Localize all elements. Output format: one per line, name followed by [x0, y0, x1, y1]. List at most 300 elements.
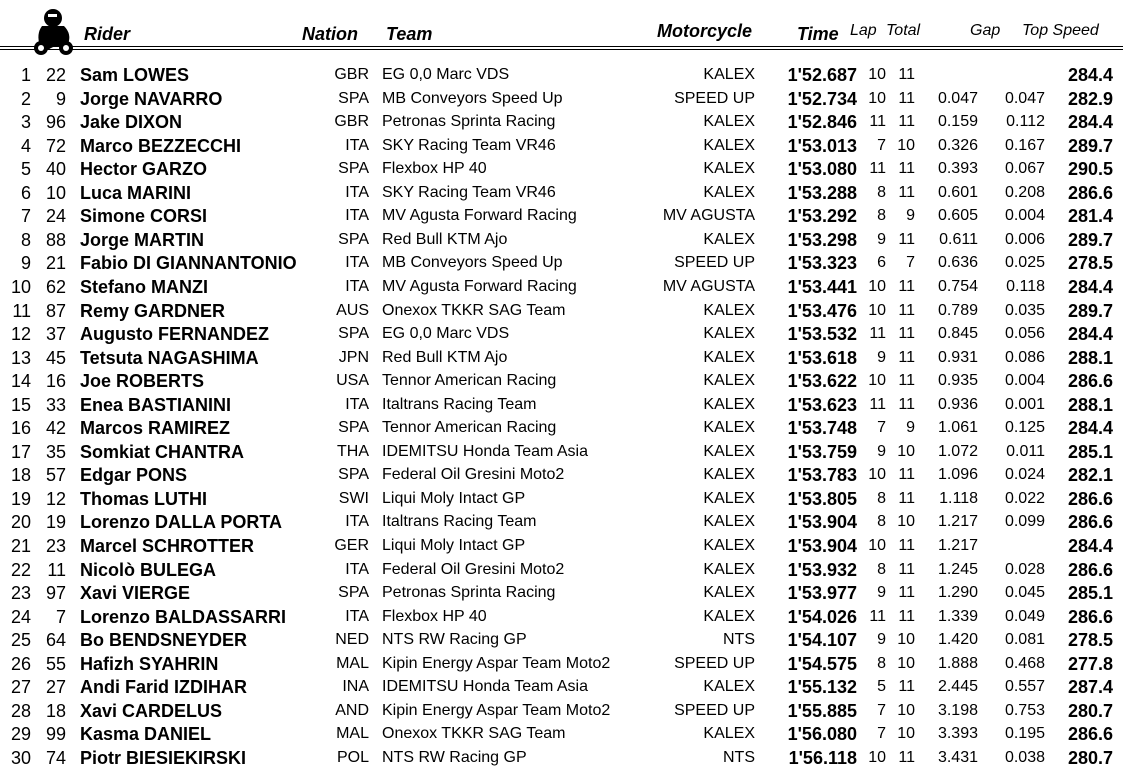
motorcycle: NTS — [723, 749, 755, 766]
best-lap: 11 — [869, 113, 886, 130]
best-lap: 11 — [869, 160, 886, 177]
best-lap: 7 — [877, 702, 886, 719]
position: 10 — [10, 277, 31, 297]
motorcycle: KALEX — [703, 584, 755, 601]
rider-number: 27 — [45, 677, 66, 697]
rider-number: 88 — [45, 230, 66, 250]
gap-to-previous: 0.004 — [1004, 207, 1045, 224]
rider-name: Sam LOWES — [80, 65, 190, 85]
rider-name: Marcos RAMIREZ — [80, 418, 231, 438]
gap-to-first: 0.754 — [937, 278, 978, 295]
rider-name: Marcel SCHROTTER — [80, 536, 255, 556]
total-laps: 7 — [906, 254, 915, 271]
header-team: Team — [386, 24, 433, 44]
nation: ITA — [345, 608, 369, 625]
table-row — [0, 63, 1123, 87]
position: 12 — [10, 324, 31, 344]
gap-to-previous: 0.086 — [1004, 349, 1045, 366]
best-lap: 8 — [877, 207, 886, 224]
gap-to-first: 0.393 — [937, 160, 978, 177]
gap-to-first: 0.605 — [937, 207, 978, 224]
best-lap: 8 — [877, 655, 886, 672]
top-speed: 286.6 — [1067, 183, 1113, 203]
nation: USA — [336, 372, 369, 389]
total-laps: 11 — [898, 537, 915, 554]
top-speed: 286.6 — [1067, 512, 1113, 532]
rider-name: Jake DIXON — [80, 112, 183, 132]
motorcycle: SPEED UP — [674, 254, 755, 271]
gap-to-first: 0.789 — [937, 302, 978, 319]
lap-time: 1'54.026 — [787, 607, 857, 627]
best-lap: 10 — [868, 749, 886, 766]
gap-to-first: 1.420 — [937, 631, 978, 648]
gap-to-first: 0.636 — [937, 254, 978, 271]
table-row — [0, 675, 1123, 699]
position: 17 — [10, 442, 31, 462]
motorcycle: SPEED UP — [674, 655, 755, 672]
gap-to-first: 1.290 — [937, 584, 978, 601]
top-speed: 284.4 — [1067, 324, 1113, 344]
nation: SPA — [338, 90, 369, 107]
top-speed: 285.1 — [1067, 442, 1113, 462]
rider-name: Edgar PONS — [80, 465, 188, 485]
total-laps: 11 — [898, 184, 915, 201]
total-laps: 10 — [897, 702, 915, 719]
lap-time: 1'53.622 — [787, 371, 857, 391]
lap-time: 1'55.885 — [787, 701, 857, 721]
motorcycle: KALEX — [703, 302, 755, 319]
gap-to-first: 1.217 — [937, 513, 978, 530]
position: 24 — [10, 607, 31, 627]
lap-time: 1'53.932 — [787, 560, 857, 580]
top-speed: 289.7 — [1067, 136, 1113, 156]
position: 14 — [10, 371, 31, 391]
total-laps: 11 — [898, 278, 915, 295]
team-name: MB Conveyors Speed Up — [382, 90, 563, 107]
gap-to-previous: 0.024 — [1004, 466, 1045, 483]
best-lap: 8 — [877, 513, 886, 530]
top-speed: 289.7 — [1067, 230, 1113, 250]
top-speed: 281.4 — [1067, 206, 1113, 226]
nation: POL — [336, 749, 369, 766]
table-row — [0, 581, 1123, 605]
gap-to-first: 1.339 — [937, 608, 978, 625]
top-speed: 278.5 — [1067, 630, 1113, 650]
gap-to-first: 0.611 — [939, 231, 978, 248]
team-name: IDEMITSU Honda Team Asia — [382, 678, 589, 695]
nation: ITA — [345, 254, 369, 271]
total-laps: 11 — [898, 325, 915, 342]
best-lap: 7 — [877, 725, 886, 742]
nation: SPA — [338, 419, 369, 436]
team-name: Federal Oil Gresini Moto2 — [382, 466, 565, 483]
total-laps: 10 — [897, 443, 915, 460]
top-speed: 288.1 — [1067, 348, 1113, 368]
total-laps: 11 — [898, 608, 915, 625]
position: 26 — [10, 654, 31, 674]
position: 11 — [12, 301, 31, 321]
table-row — [0, 251, 1123, 275]
gap-to-first: 1.096 — [937, 466, 978, 483]
gap-to-previous: 0.001 — [1004, 396, 1045, 413]
top-speed: 290.5 — [1067, 159, 1113, 179]
rider-number: 62 — [45, 277, 66, 297]
team-name: SKY Racing Team VR46 — [382, 137, 556, 154]
rider-number: 64 — [45, 630, 66, 650]
team-name: Liqui Moly Intact GP — [382, 490, 526, 507]
table-row — [0, 510, 1123, 534]
position: 8 — [20, 230, 31, 250]
best-lap: 9 — [877, 349, 886, 366]
nation: SPA — [338, 231, 369, 248]
rider-name: Hafizh SYAHRIN — [80, 654, 219, 674]
motorcycle: KALEX — [703, 66, 755, 83]
best-lap: 10 — [868, 90, 886, 107]
motorcycle: SPEED UP — [674, 90, 755, 107]
top-speed: 284.4 — [1067, 536, 1113, 556]
best-lap: 9 — [877, 443, 886, 460]
rider-name: Thomas LUTHI — [80, 489, 208, 509]
rider-number: 37 — [45, 324, 66, 344]
nation: ITA — [345, 278, 369, 295]
motorcycle: KALEX — [703, 419, 755, 436]
header-rule — [0, 49, 1123, 50]
lap-time: 1'53.441 — [787, 277, 857, 297]
gap-to-previous: 0.035 — [1004, 302, 1045, 319]
gap-to-previous: 0.195 — [1004, 725, 1045, 742]
rider-name: Stefano MANZI — [80, 277, 208, 297]
rider-number: 35 — [45, 442, 66, 462]
nation: AUS — [336, 302, 369, 319]
header-lap: Lap — [850, 22, 877, 39]
header-gap: Gap — [970, 22, 1001, 39]
position: 7 — [20, 206, 31, 226]
gap-to-previous: 0.028 — [1004, 561, 1045, 578]
gap-to-first: 0.326 — [937, 137, 978, 154]
nation: ITA — [345, 184, 369, 201]
table-row — [0, 652, 1123, 676]
nation: SWI — [338, 490, 369, 507]
top-speed: 284.4 — [1067, 65, 1113, 85]
best-lap: 10 — [868, 278, 886, 295]
gap-to-previous: 0.557 — [1004, 678, 1045, 695]
total-laps: 11 — [898, 466, 915, 483]
lap-time: 1'53.288 — [787, 183, 857, 203]
top-speed: 286.6 — [1067, 560, 1113, 580]
team-name: Onexox TKKR SAG Team — [382, 725, 566, 742]
motorcycle: KALEX — [703, 678, 755, 695]
best-lap: 9 — [877, 631, 886, 648]
header-rider: Rider — [84, 24, 131, 44]
gap-to-first: 0.159 — [937, 113, 978, 130]
total-laps: 11 — [898, 584, 915, 601]
table-row — [0, 416, 1123, 440]
best-lap: 11 — [869, 325, 886, 342]
lap-time: 1'55.132 — [787, 677, 857, 697]
lap-time: 1'53.904 — [787, 536, 857, 556]
header-top-speed: Top Speed — [1022, 22, 1099, 39]
best-lap: 10 — [868, 466, 886, 483]
rider-name: Marco BEZZECCHI — [80, 136, 242, 156]
motorcycle: KALEX — [703, 325, 755, 342]
gap-to-previous: 0.468 — [1004, 655, 1045, 672]
best-lap: 10 — [868, 302, 886, 319]
lap-time: 1'53.783 — [787, 465, 857, 485]
nation: NED — [335, 631, 369, 648]
rider-name: Piotr BIESIEKIRSKI — [80, 748, 247, 768]
rider-name: Jorge MARTIN — [80, 230, 205, 250]
best-lap: 9 — [877, 231, 886, 248]
rider-name: Somkiat CHANTRA — [80, 442, 245, 462]
top-speed: 289.7 — [1067, 301, 1113, 321]
rider-number: 99 — [45, 724, 66, 744]
rider-number: 7 — [55, 607, 66, 627]
gap-to-previous: 0.038 — [1004, 749, 1045, 766]
lap-time: 1'53.618 — [787, 348, 857, 368]
total-laps: 9 — [906, 419, 915, 436]
gap-to-previous: 0.208 — [1004, 184, 1045, 201]
lap-time: 1'53.080 — [787, 159, 857, 179]
gap-to-previous: 0.099 — [1004, 513, 1045, 530]
rider-number: 45 — [45, 348, 66, 368]
top-speed: 278.5 — [1067, 253, 1113, 273]
gap-to-previous: 0.011 — [1006, 443, 1045, 460]
total-laps: 11 — [898, 349, 915, 366]
header-time: Time — [797, 24, 839, 44]
position: 2 — [20, 89, 31, 109]
lap-time: 1'53.476 — [787, 301, 857, 321]
lap-time: 1'53.532 — [787, 324, 857, 344]
motorcycle: KALEX — [703, 443, 755, 460]
table-row — [0, 722, 1123, 746]
motorcycle: KALEX — [703, 231, 755, 248]
top-speed: 282.1 — [1067, 465, 1113, 485]
rider-name: Nicolò BULEGA — [80, 560, 217, 580]
total-laps: 11 — [898, 302, 915, 319]
team-name: Italtrans Racing Team — [382, 396, 537, 413]
table-row — [0, 110, 1123, 134]
rider-number: 74 — [45, 748, 66, 768]
rider-number: 96 — [45, 112, 66, 132]
rider-name: Xavi CARDELUS — [80, 701, 223, 721]
motorcycle: KALEX — [703, 396, 755, 413]
table-row — [0, 628, 1123, 652]
team-name: IDEMITSU Honda Team Asia — [382, 443, 589, 460]
gap-to-first: 2.445 — [937, 678, 978, 695]
total-laps: 10 — [897, 631, 915, 648]
rider-number: 42 — [45, 418, 66, 438]
lap-time: 1'56.118 — [788, 748, 857, 768]
lap-time: 1'52.734 — [787, 89, 857, 109]
motorcycle: KALEX — [703, 490, 755, 507]
gap-to-previous: 0.022 — [1004, 490, 1045, 507]
gap-to-first: 0.845 — [937, 325, 978, 342]
position: 1 — [20, 65, 31, 85]
header-nation: Nation — [302, 24, 358, 44]
total-laps: 11 — [898, 90, 915, 107]
team-name: NTS RW Racing GP — [382, 749, 527, 766]
team-name: Italtrans Racing Team — [382, 513, 537, 530]
position: 27 — [10, 677, 31, 697]
gap-to-previous: 0.112 — [1006, 113, 1045, 130]
position: 20 — [10, 512, 31, 532]
lap-time: 1'53.977 — [787, 583, 857, 603]
table-row — [0, 440, 1123, 464]
rider-name: Enea BASTIANINI — [80, 395, 232, 415]
top-speed: 285.1 — [1067, 583, 1113, 603]
lap-time: 1'54.575 — [787, 654, 857, 674]
gap-to-previous: 0.049 — [1004, 608, 1045, 625]
rider-number: 97 — [45, 583, 66, 603]
table-row — [0, 181, 1123, 205]
position: 5 — [20, 159, 31, 179]
rider-number: 23 — [45, 536, 66, 556]
top-speed: 280.7 — [1067, 748, 1113, 768]
best-lap: 11 — [869, 396, 886, 413]
nation: JPN — [338, 349, 369, 366]
rider-number: 87 — [45, 301, 66, 321]
lap-time: 1'56.080 — [787, 724, 857, 744]
gap-to-first: 0.935 — [937, 372, 978, 389]
table-row — [0, 204, 1123, 228]
rider-number: 72 — [45, 136, 66, 156]
team-name: EG 0,0 Marc VDS — [382, 66, 510, 83]
best-lap: 8 — [877, 561, 886, 578]
nation: THA — [337, 443, 369, 460]
lap-time: 1'53.323 — [787, 253, 857, 273]
nation: ITA — [345, 396, 369, 413]
motorcycle: KALEX — [703, 466, 755, 483]
nation: AND — [335, 702, 369, 719]
table-row — [0, 157, 1123, 181]
gap-to-previous: 0.006 — [1004, 231, 1045, 248]
team-name: Onexox TKKR SAG Team — [382, 302, 566, 319]
rider-name: Augusto FERNANDEZ — [80, 324, 269, 344]
motorcycle: KALEX — [703, 137, 755, 154]
table-row — [0, 487, 1123, 511]
table-row — [0, 299, 1123, 323]
total-laps: 11 — [898, 113, 915, 130]
gap-to-previous: 0.025 — [1004, 254, 1045, 271]
rider-number: 12 — [45, 489, 66, 509]
total-laps: 10 — [897, 655, 915, 672]
best-lap: 8 — [877, 490, 886, 507]
table-row — [0, 699, 1123, 723]
table-row — [0, 534, 1123, 558]
nation: SPA — [338, 160, 369, 177]
top-speed: 280.7 — [1067, 701, 1113, 721]
total-laps: 11 — [898, 749, 915, 766]
gap-to-first: 1.118 — [939, 490, 978, 507]
position: 21 — [10, 536, 31, 556]
motorcycle: KALEX — [703, 537, 755, 554]
table-header — [0, 0, 1123, 56]
gap-to-first: 3.393 — [937, 725, 978, 742]
nation: ITA — [345, 207, 369, 224]
total-laps: 11 — [898, 678, 915, 695]
rider-number: 24 — [45, 206, 66, 226]
nation: GBR — [334, 66, 369, 83]
team-name: Flexbox HP 40 — [382, 160, 487, 177]
position: 16 — [10, 418, 31, 438]
position: 6 — [20, 183, 31, 203]
rider-name: Joe ROBERTS — [80, 371, 205, 391]
top-speed: 284.4 — [1067, 112, 1113, 132]
position: 3 — [20, 112, 31, 132]
gap-to-previous: 0.753 — [1004, 702, 1045, 719]
rider-number: 11 — [47, 560, 66, 580]
motorcycle: KALEX — [703, 561, 755, 578]
gap-to-previous: 0.067 — [1004, 160, 1045, 177]
position: 19 — [10, 489, 31, 509]
table-row — [0, 369, 1123, 393]
header-total: Total — [886, 22, 921, 39]
total-laps: 10 — [897, 137, 915, 154]
nation: MAL — [336, 655, 369, 672]
position: 4 — [20, 136, 31, 156]
nation: ITA — [345, 137, 369, 154]
table-row — [0, 275, 1123, 299]
header-rule — [0, 46, 1123, 47]
top-speed: 286.6 — [1067, 607, 1113, 627]
top-speed: 286.6 — [1067, 489, 1113, 509]
nation: MAL — [336, 725, 369, 742]
lap-time: 1'53.759 — [787, 442, 857, 462]
gap-to-first: 0.936 — [937, 396, 978, 413]
position: 15 — [10, 395, 31, 415]
team-name: Federal Oil Gresini Moto2 — [382, 561, 565, 578]
rider-number: 9 — [55, 89, 66, 109]
gap-to-first: 1.061 — [937, 419, 978, 436]
total-laps: 10 — [897, 725, 915, 742]
total-laps: 11 — [898, 561, 915, 578]
rider-number: 21 — [45, 253, 66, 273]
motorcycle: KALEX — [703, 113, 755, 130]
position: 28 — [10, 701, 31, 721]
top-speed: 277.8 — [1067, 654, 1113, 674]
best-lap: 8 — [877, 184, 886, 201]
motorcycle: KALEX — [703, 725, 755, 742]
best-lap: 6 — [877, 254, 886, 271]
table-row — [0, 393, 1123, 417]
nation: INA — [342, 678, 369, 695]
rider-name: Bo BENDSNEYDER — [80, 630, 248, 650]
rider-number: 10 — [45, 183, 66, 203]
team-name: Petronas Sprinta Racing — [382, 113, 556, 130]
best-lap: 10 — [868, 66, 886, 83]
motorcycle: NTS — [723, 631, 755, 648]
gap-to-previous: 0.056 — [1004, 325, 1045, 342]
total-laps: 11 — [898, 66, 915, 83]
gap-to-first: 3.431 — [937, 749, 978, 766]
position: 13 — [10, 348, 31, 368]
position: 25 — [10, 630, 31, 650]
rider-name: Lorenzo BALDASSARRI — [80, 607, 286, 627]
lap-time: 1'53.292 — [787, 206, 857, 226]
best-lap: 9 — [877, 584, 886, 601]
nation: GER — [334, 537, 369, 554]
gap-to-first: 0.931 — [937, 349, 978, 366]
team-name: Red Bull KTM Ajo — [382, 231, 508, 248]
nation: ITA — [345, 513, 369, 530]
motorcycle-rider-icon — [28, 4, 78, 56]
total-laps: 11 — [898, 396, 915, 413]
team-name: MV Agusta Forward Racing — [382, 207, 577, 224]
gap-to-first: 0.601 — [937, 184, 978, 201]
gap-to-first: 1.217 — [937, 537, 978, 554]
team-name: Liqui Moly Intact GP — [382, 537, 526, 554]
team-name: SKY Racing Team VR46 — [382, 184, 556, 201]
